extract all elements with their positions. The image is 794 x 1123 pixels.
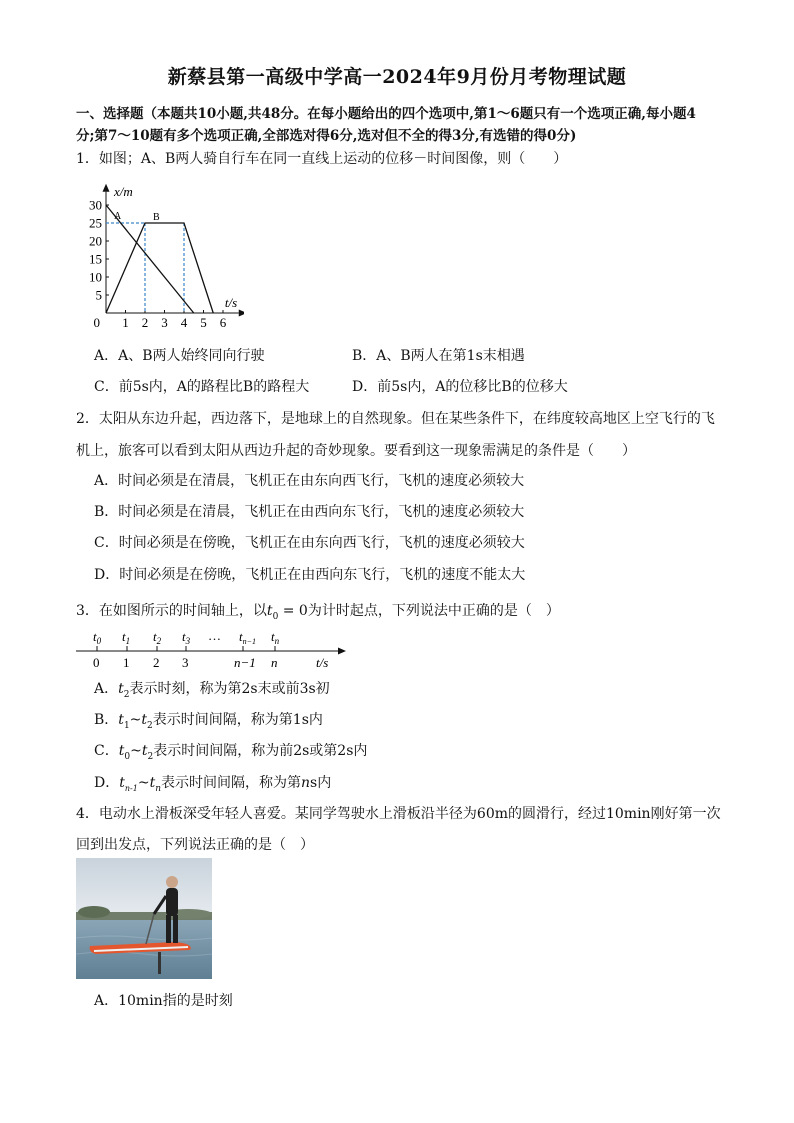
q4-stem-line1: 4．电动水上滑板深受年轻人喜爱。某同学驾驶水上滑板沿半径为60m的圆滑行，经过10min刚好第一次 [76, 806, 721, 822]
q3-b-sub1: 1 [123, 720, 130, 731]
q3-stem-var: t [266, 603, 273, 619]
section-instructions-line1: 一、选择题（本题共10小题,共48分。在每小题给出的四个选项中,第1～6题只有一个选项正确,每小题4 [76, 106, 696, 122]
q3-b-letter: B． [94, 712, 119, 728]
axis-unit: t/s [316, 655, 329, 670]
q2-option-c[interactable]: C．时间必须是在傍晚，飞机正在由东向西飞行，飞机的速度必须较大 [94, 535, 525, 551]
q4-water-surfboard-photo [76, 858, 212, 979]
section-instructions-line2: 分;第7～10题有多个选项正确,全部选对得6分,选对但不全的得3分,有选错的得0分) [76, 128, 577, 144]
q2-stem-line2: 机上，旅客可以看到太阳从西边升起的奇妙现象。要看到这一现象需满足的条件是（ ） [76, 443, 636, 459]
q3-b-text: 表示时间间隔，称为第1s内 [152, 712, 323, 728]
q3-b-sub2: 2 [147, 720, 153, 731]
axis-bottom-0: 0 [93, 655, 100, 670]
axis-bottom-2: 2 [153, 655, 160, 670]
q4-option-a[interactable]: A．10min指的是时刻 [94, 993, 233, 1009]
q1-option-b[interactable]: B．A、B两人在第1s末相遇 [352, 348, 525, 364]
q2-option-b[interactable]: B．时间必须是在清晨，飞机正在由西向东飞行，飞机的速度必须较大 [94, 504, 525, 520]
q3-d-letter: D． [94, 775, 120, 791]
q3-d-var1: t [119, 775, 125, 791]
q3-d-tilde: ~ [137, 775, 150, 791]
time-axis-arrow [338, 648, 346, 655]
q3-d-text2: s内 [310, 775, 332, 791]
q3-option-d[interactable] [94, 772, 331, 794]
chart-x-tick-label: 2 [141, 315, 149, 330]
q2-stem-line1: 2．太阳从东边升起，西边落下，是地球上的自然现象。但在某些条件下，在纬度较高地区上空飞行的飞 [76, 411, 715, 427]
q3-stem-eq: = 0 [278, 603, 308, 619]
q3-b-tilde: ~ [129, 712, 142, 728]
q3-stem-text-a: 3．在如图所示的时间轴上，以 [76, 603, 267, 619]
chart-y-axis-label: x/m [114, 183, 133, 199]
chart-x-axis-arrow [239, 310, 244, 317]
chart-y-tick-label: 30 [89, 197, 102, 213]
axis-bottom-1: 1 [123, 655, 130, 670]
q3-stem-text-b: 为计时起点，下列说法中正确的是（ ） [307, 603, 560, 619]
axis-top-ellipsis: … [208, 628, 221, 643]
chart-y-tick-label: 25 [89, 215, 102, 231]
chart-origin-label: 0 [93, 315, 100, 330]
chart-x-tick-label: 1 [122, 315, 129, 330]
q3-a-text: 表示时刻，称为第2s末或前3s初 [129, 681, 330, 697]
axis-top-t3: $t_3$ [182, 629, 191, 646]
chart-series-b [106, 223, 213, 313]
q3-c-letter: C． [94, 743, 119, 759]
chart-y-tick-label: 5 [95, 287, 102, 303]
q3-d-var2: t [149, 775, 156, 791]
q3-c-var1: t [118, 743, 125, 759]
q3-stem-sub: 0 [272, 611, 279, 622]
q1-stem: 1．如图；A、B两人骑自行车在同一直线上运动的位移－时间图像，则（ ） [76, 151, 568, 167]
axis-bottom-3: 3 [182, 655, 189, 670]
axis-top-t2: $t_2$ [153, 629, 162, 646]
photo-illustration [76, 858, 212, 979]
q3-d-sub2: n [155, 783, 161, 794]
q3-a-var: t [118, 681, 124, 697]
chart-x-tick-label: 4 [180, 315, 188, 330]
q3-option-b[interactable] [94, 709, 323, 731]
q2-option-d[interactable]: D．时间必须是在傍晚，飞机正在由西向东飞行，飞机的速度不能太大 [94, 567, 526, 583]
q3-a-sub: 2 [123, 689, 130, 700]
q3-c-tilde: ~ [130, 743, 142, 759]
q1-displacement-time-chart [84, 178, 244, 330]
chart-y-axis-arrow [103, 184, 110, 192]
axis-top-tn-1: $t_{n-1}$ [239, 629, 257, 646]
chart-x-tick-label: 5 [200, 315, 207, 330]
axis-top-tn: $t_n$ [271, 629, 280, 646]
q3-d-n: n [301, 775, 311, 791]
q3-a-letter: A． [94, 681, 119, 697]
q1-option-c[interactable]: C．前5s内，A的路程比B的路程大 [94, 379, 310, 395]
q3-stem [76, 600, 560, 622]
q3-d-sub1: n-1 [124, 783, 138, 793]
axis-bottom-n: n [271, 655, 278, 670]
q3-option-a-body[interactable] [94, 678, 330, 700]
q3-option-c[interactable] [94, 740, 367, 762]
q3-d-text1: 表示时间间隔，称为第 [161, 775, 301, 791]
axis-bottom-n-1: n−1 [234, 655, 256, 670]
chart-x-axis-label: t/s [224, 295, 238, 310]
axis-top-t1: $t_1$ [122, 629, 131, 646]
q3-c-sub1: 0 [124, 751, 131, 762]
q3-time-axis [76, 624, 356, 672]
q3-b-var2: t [141, 712, 148, 728]
chart-x-tick-label: 6 [219, 315, 227, 330]
exam-title: 新蔡县第一高级中学高一2024年9月份月考物理试题 [167, 66, 627, 88]
chart-y-tick-label: 20 [89, 233, 102, 249]
q3-c-sub2: 2 [147, 751, 154, 762]
chart-y-tick-label: 10 [89, 269, 102, 285]
chart-y-tick-label: 15 [89, 251, 102, 267]
chart-series-label-b: B [153, 212, 160, 223]
chart-x-tick-label: 3 [161, 315, 168, 330]
q3-c-var2: t [141, 743, 148, 759]
q3-b-var1: t [118, 712, 124, 728]
q1-option-a[interactable]: A．A、B两人始终同向行驶 [94, 348, 265, 364]
q3-c-text: 表示时间间隔，称为前2s或第2s内 [153, 743, 368, 759]
chart-series-label-a: A [114, 211, 122, 222]
axis-top-t0: $t_0$ [93, 629, 102, 646]
q4-stem-line2: 回到出发点，下列说法正确的是（ ） [76, 837, 314, 853]
q1-option-d[interactable]: D．前5s内，A的位移比B的位移大 [352, 379, 568, 395]
q2-option-a[interactable]: A．时间必须是在清晨，飞机正在由东向西飞行，飞机的速度必须较大 [94, 473, 525, 489]
